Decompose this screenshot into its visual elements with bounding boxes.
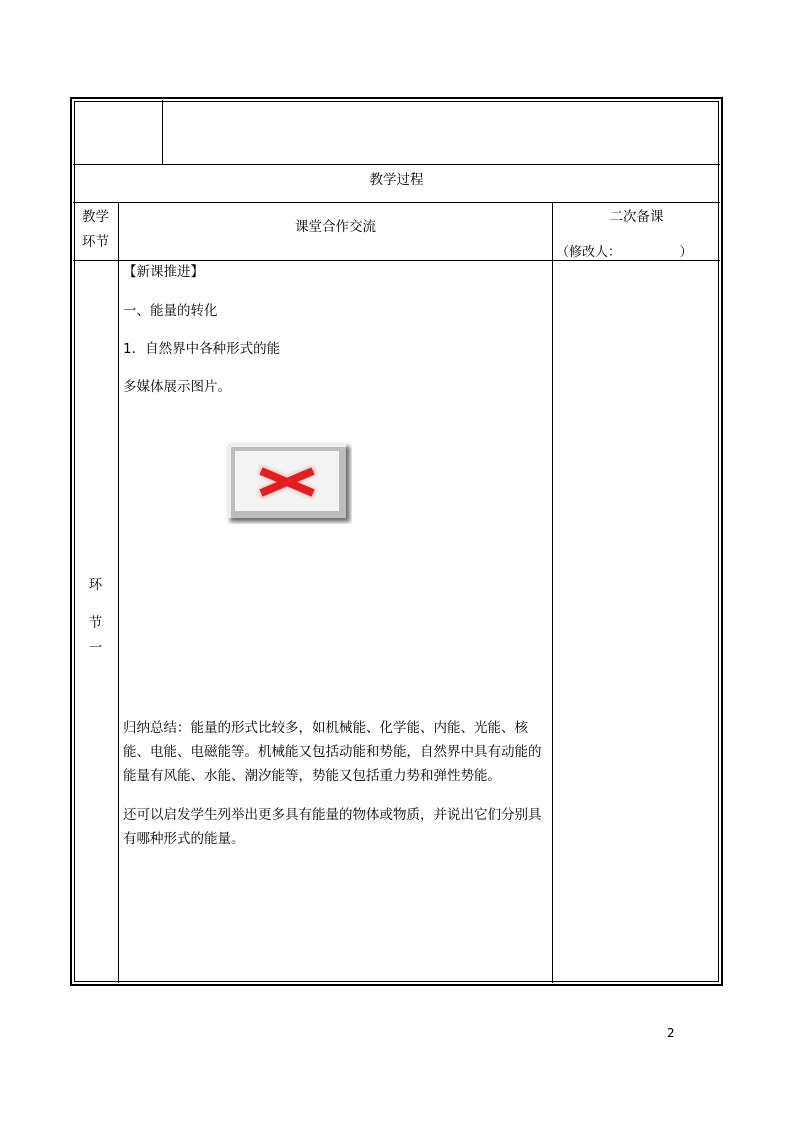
col1-header-line2: 环节 [82,234,109,250]
col3-header-line1: 二次备课 [609,209,664,225]
col-divider-2 [552,202,553,983]
col1-header-line1: 教学 [82,209,109,225]
broken-image-icon [226,442,352,524]
stage-label-1: 环 [88,577,103,593]
content-heading: 【新课推进】 [123,264,204,280]
row-divider-top [73,164,720,165]
col2-header: 课堂合作交流 [295,219,376,235]
row-divider-section [73,202,720,203]
stage-label-3: 一 [88,640,103,656]
stage-label-2: 节 [88,615,103,631]
extension-paragraph: 还可以启发学生列举出更多具有能量的物体或物质，并说出它们分别具有哪种形式的能量。 [123,807,542,847]
page-number: 2 [667,1026,675,1040]
section-title: 教学过程 [369,172,424,188]
top-cell-divider [162,100,163,164]
col-divider-1 [118,202,119,983]
content-item1: 1．自然界中各种形式的能 [123,341,281,357]
media-note: 多媒体展示图片。 [123,379,231,395]
summary-paragraph: 归纳总结：能量的形式比较多，如机械能、化学能、内能、光能、核能、电能、电磁能等。机械能又包括动能和势能，自然界中具有动能的能量有风能、水能、潮汐能等，势能又包括重力势和弹性势能。 [123,720,542,784]
col3-header-line2: （修改人： ） [556,245,693,260]
content-subheading: 一、能量的转化 [123,303,218,319]
